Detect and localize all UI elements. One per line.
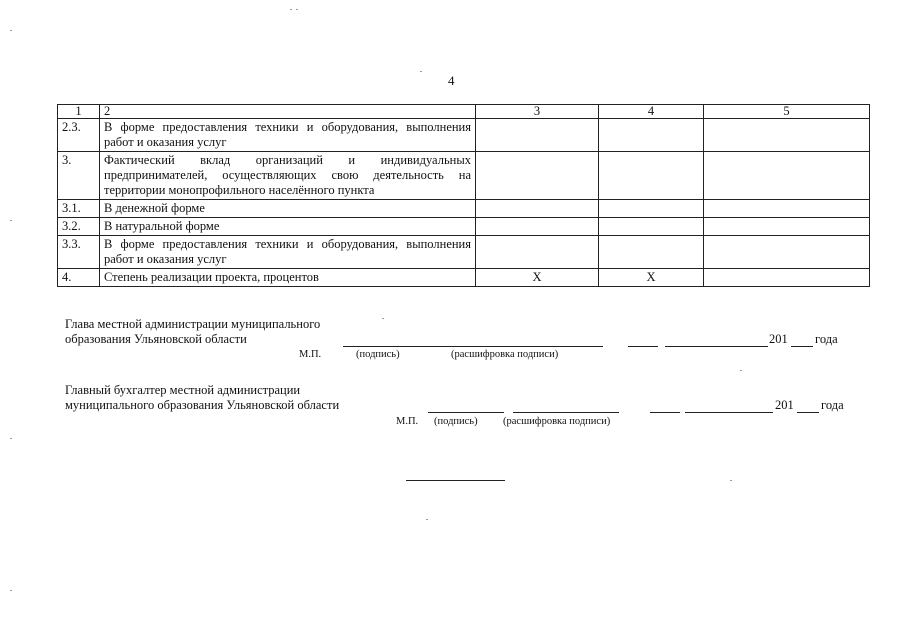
row-description: В форме предоставления техники и оборудования, выполнения работ и оказания услуг <box>100 119 476 152</box>
scan-speck <box>10 30 12 31</box>
header-col-5: 5 <box>704 105 870 119</box>
row-cell-3 <box>476 218 599 236</box>
scan-speck <box>290 9 292 10</box>
row-cell-4 <box>599 152 704 200</box>
scan-speck <box>10 590 12 591</box>
accountant-signature-line <box>428 412 504 413</box>
row-number: 3.3. <box>58 236 100 269</box>
row-description: В денежной форме <box>100 200 476 218</box>
row-cell-5 <box>704 236 870 269</box>
table-row <box>58 119 870 152</box>
row-number: 2.3. <box>58 119 100 152</box>
table-row <box>58 200 870 218</box>
head-signature-caption: (подпись) <box>356 349 400 360</box>
accountant-signature-caption: (подпись) <box>434 416 478 427</box>
closing-rule <box>406 480 505 481</box>
row-cell-5 <box>704 119 870 152</box>
row-cell-4 <box>599 200 704 218</box>
head-decoding-caption: (расшифровка подписи) <box>451 349 559 360</box>
head-year-suffix: года <box>815 332 838 346</box>
scan-speck <box>740 370 742 371</box>
row-cell-4 <box>599 218 704 236</box>
head-year-prefix: 201 <box>769 332 788 346</box>
row-cell-5 <box>704 218 870 236</box>
accountant-year-suffix: года <box>821 398 844 412</box>
accountant-day-line <box>650 412 680 413</box>
row-number: 3. <box>58 152 100 200</box>
row-number: 3.2. <box>58 218 100 236</box>
scan-speck <box>296 9 298 10</box>
header-col-3: 3 <box>476 105 599 119</box>
head-year-line <box>791 346 813 347</box>
scan-speck <box>382 318 384 319</box>
head-day-line <box>628 346 658 347</box>
head-title-line1: Глава местной администрации муниципального <box>65 317 321 331</box>
accountant-title-line2: муниципального образования Ульяновской области <box>65 398 340 412</box>
row-cell-3: Х <box>476 269 599 287</box>
scan-speck <box>730 480 732 481</box>
header-col-4: 4 <box>599 105 704 119</box>
row-description: В форме предоставления техники и оборудования, выполнения работ и оказания услуг <box>100 236 476 269</box>
scan-speck <box>426 519 428 520</box>
row-description: Фактический вклад организаций и индивидуальных предпринимателей, осуществляющих свою деятельность на территории монопрофильного населённого пункта <box>100 152 476 200</box>
head-title-line2: образования Ульяновской области <box>65 332 247 346</box>
head-month-line <box>665 346 768 347</box>
row-description: В натуральной форме <box>100 218 476 236</box>
row-cell-5 <box>704 269 870 287</box>
row-number: 3.1. <box>58 200 100 218</box>
table-row <box>58 152 870 200</box>
scan-speck <box>10 220 12 221</box>
row-cell-5 <box>704 200 870 218</box>
head-signature-line <box>343 346 603 347</box>
row-cell-4 <box>599 119 704 152</box>
row-cell-4 <box>599 236 704 269</box>
row-cell-3 <box>476 152 599 200</box>
row-cell-3 <box>476 236 599 269</box>
scan-speck <box>10 438 12 439</box>
report-table <box>57 104 870 287</box>
accountant-year-prefix: 201 <box>775 398 794 412</box>
accountant-mp-label: М.П. <box>396 416 419 427</box>
row-cell-5 <box>704 152 870 200</box>
accountant-decoding-line <box>513 412 619 413</box>
row-cell-4: Х <box>599 269 704 287</box>
table-row <box>58 269 870 287</box>
header-col-2: 2 <box>100 105 476 119</box>
accountant-year-line <box>797 412 819 413</box>
accountant-title-line1: Главный бухгалтер местной администрации <box>65 383 301 397</box>
head-mp-label: М.П. <box>299 349 322 360</box>
accountant-month-line <box>685 412 773 413</box>
page-number: 4 <box>448 73 455 88</box>
table-row <box>58 236 870 269</box>
accountant-decoding-caption: (расшифровка подписи) <box>503 416 611 427</box>
row-description: Степень реализации проекта, процентов <box>100 269 476 287</box>
scan-speck <box>420 71 422 72</box>
header-col-1: 1 <box>58 105 100 119</box>
row-cell-3 <box>476 119 599 152</box>
row-number: 4. <box>58 269 100 287</box>
table-header-row <box>58 105 870 119</box>
table-row <box>58 218 870 236</box>
row-cell-3 <box>476 200 599 218</box>
